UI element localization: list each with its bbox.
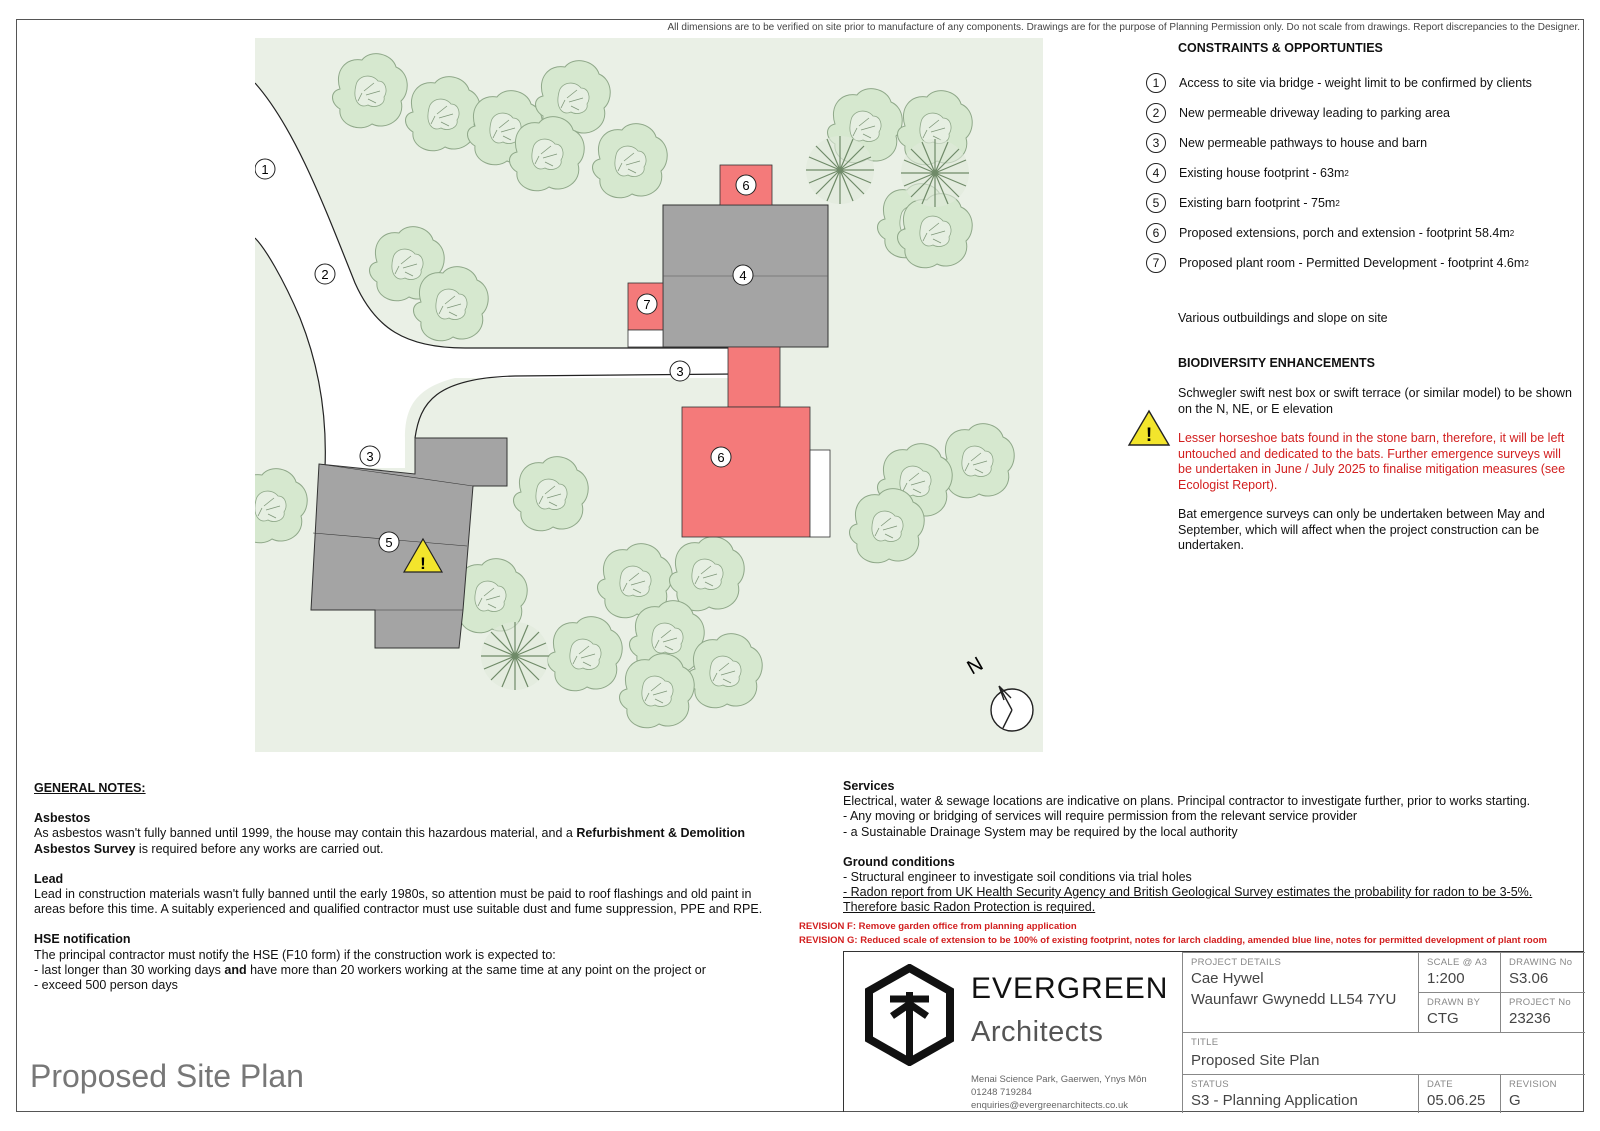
date-value: 05.06.25 bbox=[1427, 1092, 1486, 1109]
list-item: 6 Proposed extensions, porch and extension - footprint 58.4m 2 bbox=[1146, 218, 1586, 248]
hse-line-1: The principal contractor must notify the HSE (F10 form) if the construction work is expected to: bbox=[34, 947, 556, 962]
drawn-by-value: CTG bbox=[1427, 1010, 1459, 1027]
site-plan bbox=[255, 38, 1043, 752]
ground-line-2: - Radon report from UK Health Security Agency and British Geological Survey estimates the probability for radon to be 3-5%. Therefore basic Radon Protection is required. bbox=[843, 885, 1533, 915]
plan-label-4: 4 bbox=[739, 268, 747, 283]
list-item: 3 New permeable pathways to house and barn bbox=[1146, 128, 1586, 158]
drawing-no-value: S3.06 bbox=[1509, 970, 1549, 987]
office-phone: 01248 719284 bbox=[971, 1087, 1032, 1098]
revision-g: REVISION G: Reduced scale of extension to be 100% of existing footprint, notes for larch cladding, amended blue line, notes for permitted development of plant room bbox=[799, 935, 1547, 946]
plan-label-6-extension: 6 bbox=[717, 450, 725, 465]
plan-label-1: 1 bbox=[261, 162, 269, 177]
date-cell: DATE 05.06.25 bbox=[1418, 1074, 1500, 1113]
revision-f: REVISION F: Remove garden office from planning application bbox=[799, 921, 1077, 932]
asbestos-text: As asbestos wasn't fully banned until 1999, the house may contain this hazardous material, and a Refurbishment & Demolition Asbestos Survey is required before any works are carried out. bbox=[34, 826, 746, 856]
list-item: 4 Existing house footprint - 63m 2 bbox=[1146, 158, 1586, 188]
status-value: S3 - Planning Application bbox=[1191, 1092, 1358, 1109]
list-item: 5 Existing barn footprint - 75m 2 bbox=[1146, 188, 1586, 218]
bats-warning-note: Lesser horseshoe bats found in the stone barn, therefore, it will be left untouched and dedicated to the bats. Further emergence surveys will be undertaken in June / July 2025 to finalise mitigation measures (see Ecologist Report). bbox=[1178, 431, 1566, 492]
project-details-cell: PROJECT DETAILS Cae Hywel Waunfawr Gwynedd LL54 7YU bbox=[1182, 952, 1418, 1032]
brand-name: EVERGREEN bbox=[971, 972, 1169, 1005]
bat-surveys-note: Bat emergence surveys can only be undertaken between May and September, which will affect when the project construction can be undertaken. bbox=[1178, 507, 1545, 552]
services-notes bbox=[843, 779, 1583, 916]
disclaimer: All dimensions are to be verified on site prior to manufacture of any components. Drawings are for the purpose of Planning Permission only. Do not scale from drawings. Report discrepancies to the Designer. bbox=[667, 22, 1580, 33]
ground-line-1: - Structural engineer to investigate soil conditions via trial holes bbox=[843, 870, 1192, 885]
office-email: enquiries@evergreenarchitects.co.uk bbox=[971, 1100, 1128, 1111]
plan-label-6-porch: 6 bbox=[742, 178, 750, 193]
hse-line-2: - last longer than 30 working days and have more than 20 workers working at the same time at any point on the project or bbox=[34, 962, 706, 977]
swift-note: Schwegler swift nest box or swift terrace (or similar model) to be shown on the N, NE, or E elevation bbox=[1178, 386, 1572, 416]
asbestos-heading: Asbestos bbox=[34, 811, 91, 826]
general-notes bbox=[34, 781, 774, 993]
main-extension bbox=[682, 407, 810, 537]
list-item: 1 Access to site via bridge - weight limit to be confirmed by clients bbox=[1146, 68, 1586, 98]
list-item: 2 New permeable driveway leading to parking area bbox=[1146, 98, 1586, 128]
evergreen-logo-icon bbox=[862, 964, 957, 1066]
project-no-cell: PROJECT No 23236 bbox=[1500, 992, 1585, 1032]
drawing-no-cell: DRAWING No S3.06 bbox=[1500, 952, 1585, 992]
ground-heading: Ground conditions bbox=[843, 854, 955, 869]
revision-value: G bbox=[1509, 1092, 1521, 1109]
svg-text:!: ! bbox=[420, 554, 426, 573]
plan-label-5: 5 bbox=[385, 535, 393, 550]
lead-text: Lead in construction materials wasn't fully banned until the early 1980s, so attention must be paid to roof flashings and old paint in areas before this time. A suitably experienced and qualified contractor must use suitable dust and fume suppression, PPE and RPE. bbox=[34, 887, 763, 917]
title-cell: TITLE Proposed Site Plan bbox=[1182, 1032, 1585, 1074]
svg-text:!: ! bbox=[1145, 425, 1153, 446]
biodiversity-heading: BIODIVERSITY ENHANCEMENTS bbox=[1178, 356, 1376, 370]
revision-cell: REVISION G bbox=[1500, 1074, 1585, 1113]
plan-label-7: 7 bbox=[643, 297, 651, 312]
page-title: Proposed Site Plan bbox=[30, 1058, 304, 1094]
lead-heading: Lead bbox=[34, 871, 64, 886]
notes-title: GENERAL NOTES: bbox=[34, 781, 146, 795]
link-extension bbox=[728, 347, 780, 407]
services-line-1: Electrical, water & sewage locations are indicative on plans. Principal contractor to investigate further, prior to works starting. bbox=[843, 794, 1531, 809]
bat-warning-icon bbox=[1127, 409, 1171, 447]
scale-cell: SCALE @ A3 1:200 bbox=[1418, 952, 1500, 992]
constraints-heading: CONSTRAINTS & OPPORTUNTIES bbox=[1178, 41, 1383, 55]
services-heading: Services bbox=[843, 779, 895, 793]
scale-value: 1:200 bbox=[1427, 970, 1465, 987]
office-address: Menai Science Park, Gaerwen, Ynys Môn bbox=[971, 1074, 1147, 1085]
hse-heading: HSE notification bbox=[34, 932, 131, 947]
plan-label-3-barn: 3 bbox=[366, 449, 374, 464]
drawing-title: Proposed Site Plan bbox=[1191, 1052, 1320, 1069]
plan-label-3-house: 3 bbox=[676, 364, 684, 379]
project-address: Waunfawr Gwynedd LL54 7YU bbox=[1191, 991, 1397, 1008]
services-line-3: - a Sustainable Drainage System may be required by the local authority bbox=[843, 824, 1238, 839]
north-label: N bbox=[963, 653, 988, 680]
project-name: Cae Hywel bbox=[1191, 970, 1264, 987]
hse-line-3: - exceed 500 person days bbox=[34, 978, 178, 993]
constraints-list bbox=[1146, 68, 1586, 278]
outbuildings-note: Various outbuildings and slope on site bbox=[1178, 311, 1388, 325]
project-no-value: 23236 bbox=[1509, 1010, 1551, 1027]
services-line-2: - Any moving or bridging of services will require permission from the relevant service provider bbox=[843, 809, 1358, 824]
status-cell: STATUS S3 - Planning Application bbox=[1182, 1074, 1418, 1113]
list-item: 7 Proposed plant room - Permitted Development - footprint 4.6m 2 bbox=[1146, 248, 1586, 278]
plan-label-2: 2 bbox=[321, 267, 329, 282]
title-block bbox=[843, 951, 1584, 1112]
drawn-by-cell: DRAWN BY CTG bbox=[1418, 992, 1500, 1032]
brand-subtitle: Architects bbox=[971, 1016, 1104, 1048]
